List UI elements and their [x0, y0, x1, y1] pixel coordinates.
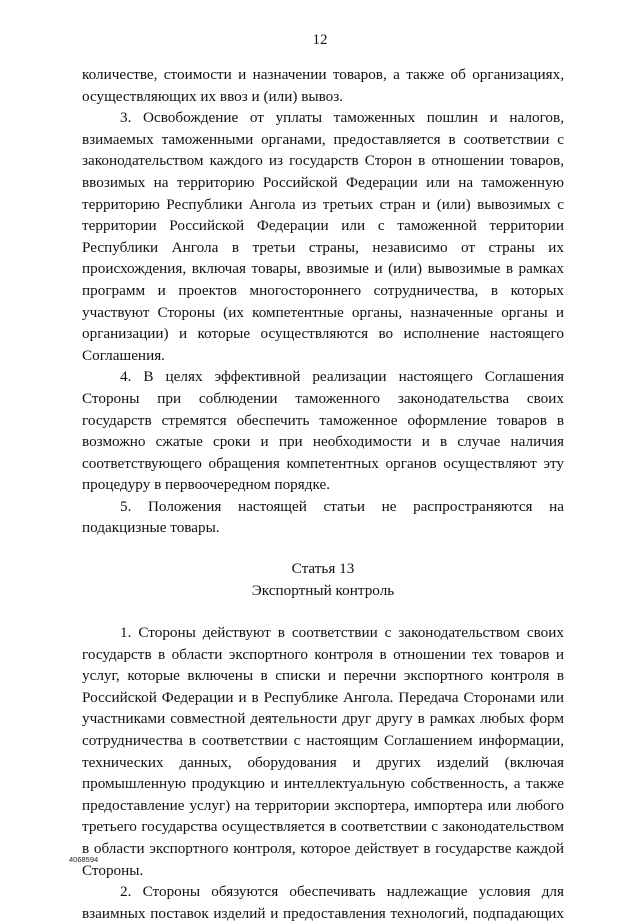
- document-body: [82, 64, 564, 924]
- document-code: 4068594: [69, 855, 99, 864]
- paragraph-article-13-item-1: 1. Стороны действуют в соответствии с законодательством своих государств в области экспортного контроля в отношении тех товаров и услуг, которые включены в списки и перечни экспортного контроля в Российской Федерации и в Республике Ангола. Передача Сторонами или участниками совместной деятельности друг другу в рамках любых форм сотрудничества в соответствии с настоящим Соглашением информации, технических данных, оборудования и других изделий (включая промышленную продукцию и интеллектуальную собственность, а также предоставление услуг) на территории экспортера, импортера или любого третьего государства осуществляется в соответствии с законодательством в области экспортного контроля, которое действует в государстве каждой Стороны.: [82, 624, 564, 879]
- article-heading: [82, 558, 564, 602]
- paragraph-item-3: 3. Освобождение от уплаты таможенных пошлин и налогов, взимаемых таможенными органами, предоставляется в соответствии с законодательством каждого из государств Сторон в отношении товаров, ввозимых на территорию Российской Федерации или на таможенную территорию Республики Ангола из третьих стран и (или) вывозимых с территории Российской Федерации или с таможенной территории Республики Ангола в третьи страны, независимо от страны их происхождения, включая товары, ввозимые и (или) вывозимые в рамках программ и проектов многостороннего сотрудничества, в которых участвуют Стороны (их компетентные органы, назначенные органы и организации) и которые осуществляются во исполнение настоящего Соглашения.: [82, 109, 564, 364]
- paragraph-continuation: количестве, стоимости и назначении товаров, а также об организациях, осуществляющих их ввоз и (или) вывоз.: [82, 66, 564, 105]
- page-number: 12: [312, 32, 328, 48]
- paragraph-item-4: 4. В целях эффективной реализации настоящего Соглашения Стороны при соблюдении таможенного законодательства своих государств стремятся обеспечить таможенное оформление товаров в возможно сжатые сроки и при необходимости и в случае наличия соответствующего обращения компетентных органов осуществляют эту процедуру в первоочередном порядке.: [82, 368, 564, 494]
- article-title: Экспортный контроль: [251, 582, 395, 600]
- paragraph-item-5: 5. Положения настоящей статьи не распространяются на подакцизные товары.: [82, 497, 564, 537]
- article-number: Статья 13: [291, 560, 355, 578]
- paragraph-article-13-item-2: 2. Стороны обязуются обеспечивать надлежащие условия для взаимных поставок изделий и предоставления технологий, подпадающих: [82, 883, 564, 922]
